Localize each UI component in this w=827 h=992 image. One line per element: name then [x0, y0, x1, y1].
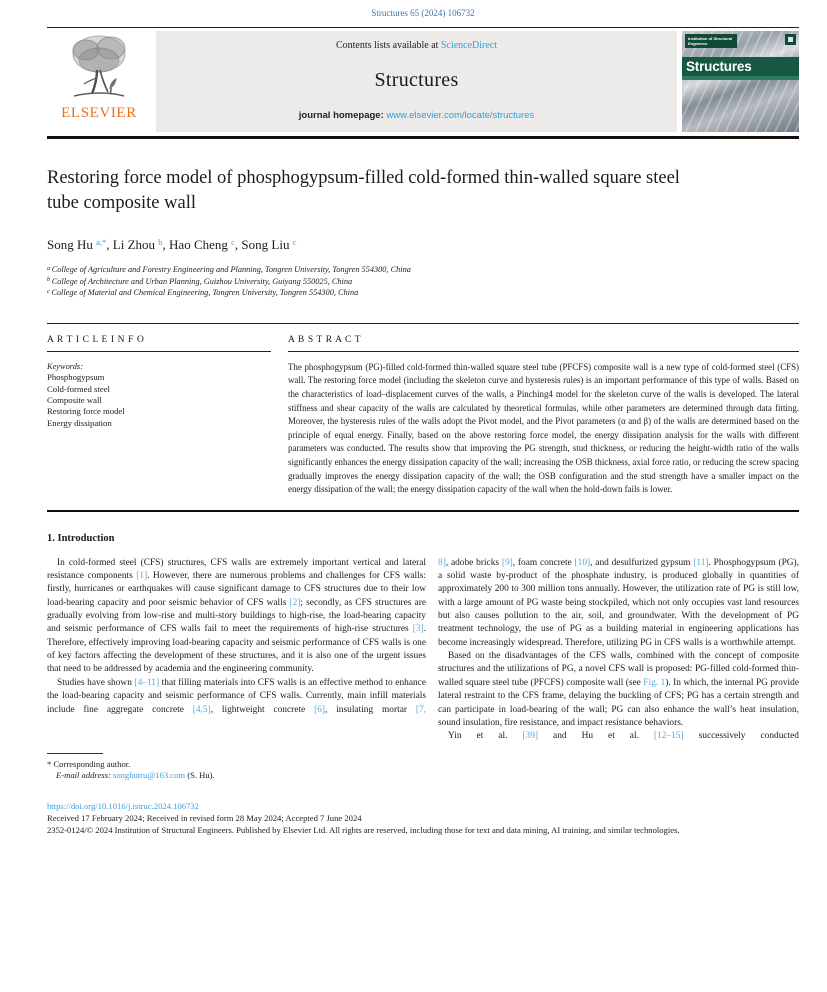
left-column: [47, 557, 426, 744]
text-run: ). In which, the internal PG provide lateral restraint to the CFS frame, delaying the buckling of CFS; PG has a certain strength and can participate in load-bearing of the wall; PG can also enhance the wall’s heat insulation, sound insulation, fire resistance, and impact resistance behaviors.: [438, 677, 799, 728]
body-paragraph: [438, 730, 799, 743]
body-paragraph: [438, 650, 799, 730]
text-run: Based on the disadvantages of the CFS walls, combined with the concept of composite structures and the utilizations of PG, a novel CFS wall is proposed: PG-filled cold-formed thin-walled square steel tube (PFCFS) composite wall (see: [438, 651, 799, 688]
affiliation-superscript: a: [47, 264, 52, 272]
body-paragraph: [47, 557, 426, 677]
abstract-heading: A B S T R A C T: [288, 334, 362, 345]
email-line: [47, 770, 799, 782]
text-run: In cold-formed steel (CFS) structures, CFS walls are extremely important vertical and lateral resistance components: [47, 557, 426, 582]
text-run: ; secondly, as CFS structures are gradually evolving from low-rise and multi-story buildings to high-rise, the load-bearing capacity and seismic performance of CFS walls fail to meet the requirements of high-rise structures: [47, 597, 426, 635]
affiliation-superscript: c: [47, 287, 52, 295]
article-info-column: [47, 335, 271, 497]
author-superscript: c: [231, 236, 235, 247]
abstract-bottom-rule: [47, 510, 799, 512]
section-heading-introduction: 1. Introduction: [47, 532, 115, 544]
elsevier-logo[interactable]: [47, 31, 151, 132]
doi-link[interactable]: https://doi.org/10.1016/j.istruc.2024.106732: [47, 800, 199, 811]
citation-ref[interactable]: [7,: [415, 704, 427, 715]
sciencedirect-link[interactable]: ScienceDirect: [440, 40, 498, 51]
text-run: , lightweight concrete: [210, 704, 315, 715]
text-run: , Li Zhou: [106, 237, 159, 252]
footnote-rule: [47, 753, 103, 754]
body-columns: [47, 557, 799, 744]
keyword-item: Phosphogypsum: [47, 372, 105, 383]
email-link[interactable]: songhutru@163.com: [112, 770, 186, 781]
publication-footer: [47, 801, 799, 837]
abstract-text: The phosphogypsum (PG)-filled cold-formed thin-walled square steel tube (PFCFS) composite wall is a new type of cold-formed steel (CFS) wall. The restoring force model (including the skeleton curve and hysteresis rules) is an important performance of this type of walls. Based on the characteristics of load–displacement curves of the walls, a Pinching4 model for the skeleton curve of the walls is developed. The lateral stiffness and shear capacity of the walls are calculated by theoretical formulas, while other parameters are determined through data fitting. Moreover, the hysteresis rules of the walls adopt the Pivot model, and the Pivot parameters (α and β) of the walls are determined based on the principle of equal energy. Finally, based on the above restoring force model, the energy dissipation analysis for the walls with different parameters was conducted. The results show that improving the PG strength, stud thickness, or reducing the height-width ratio of the walls significantly enhances the energy dissipation capacity of the wall; increasing the OSB thickness, axial force ratio, or reducing the screw spacing gradually improves the energy dissipation capacity of the wall; the OSB configuration and the stud strength have a smaller impact on the energy dissipation of the wall; the energy dissipation capacity of the wall when the hold-down fails is lower.: [288, 361, 799, 495]
cover-emblem-icon: [785, 34, 796, 45]
keywords-label: Keywords:: [47, 361, 83, 371]
text-run: . Therefore, effectively improving load-bearing capacity and seismic performance of CFS walls is one of key factors affecting the development of these structures, and it is also one of the urgent issues that need to be addressed by academia and the engineering community.: [47, 624, 426, 675]
text-run: , adobe bricks: [445, 557, 502, 568]
text-run: . Phosphogypsum (PG), a solid waste by-product of the phosphate industry, is produced globally in quantities of approximately 200 to 300 million tons annually. However, the utilization rate of PG is still low, with a large amount of PG waste being stockpiled, which not only occupies vast land resources but also causes pollution to the air, soil, and groundwater. With the development of PG treatment technology, the use of PG as a building material in engineering applications has become increasingly widespread. Therefore, utilizing PG in CFS walls is a worthwhile attempt.: [438, 557, 800, 648]
article-info-rule: [47, 351, 271, 352]
citation-ref[interactable]: [2]: [289, 597, 301, 608]
citation-ref[interactable]: 8]: [438, 557, 446, 568]
text-run: , insulating mortar: [325, 704, 416, 715]
affiliations: [47, 265, 799, 300]
text-run: , Hao Cheng: [162, 237, 232, 252]
meta-section: [47, 324, 799, 510]
citation-ref[interactable]: [11]: [693, 557, 709, 568]
journal-header: [47, 31, 799, 132]
text-run: that filling materials into CFS walls is an effective method to enhance the load-bearing capacity and seismic performance of CFS walls. Currently, main infill materials include fine aggregate concrete: [47, 677, 426, 715]
elsevier-wordmark: ELSEVIER: [61, 105, 137, 121]
text-run: , foam concrete: [512, 557, 575, 568]
text-run: and Hu et al.: [538, 731, 654, 742]
citation-ref[interactable]: [4,5]: [192, 704, 211, 715]
right-column: [438, 557, 799, 744]
keyword-item: Energy dissipation: [47, 417, 112, 428]
cover-masthead: [685, 34, 796, 48]
text-run: . However, there are numerous problems and challenges for CFS walls: firstly, hurricanes or earthquakes will cause significant damage to CFS structures due to their low load-bearing capacity and poor seismic behavior of CFS walls: [47, 571, 426, 608]
citation-ref[interactable]: [1]: [136, 571, 148, 582]
cover-subtitle-strip: [682, 76, 799, 80]
text-run: Yin et al.: [448, 731, 523, 742]
cover-title: Structures: [682, 57, 799, 76]
contents-text: Contents lists available at: [335, 40, 439, 51]
citation-ref[interactable]: [10]: [574, 557, 591, 568]
footnote-block: [47, 753, 799, 782]
homepage-link[interactable]: www.elsevier.com/locate/structures: [386, 110, 535, 121]
text-run: successively conducted: [683, 731, 799, 742]
figure-ref[interactable]: Fig. 1: [643, 677, 666, 688]
journal-cover-thumbnail[interactable]: [682, 31, 799, 132]
affiliation-b: [47, 277, 799, 289]
text-run: , Song Liu: [234, 237, 293, 252]
affiliation-c: [47, 288, 799, 300]
citation-ref[interactable]: [12–15]: [653, 731, 684, 742]
text-run: College of Architecture and Urban Planning, Guizhou University, Guiyang 550025, China: [51, 276, 353, 286]
journal-info-box: [156, 31, 677, 132]
copyright-line: 2352-0124/© 2024 Institution of Structural Engineers. Published by Elsevier Ltd. All rights are reserved, including those for text and data mining, AI training, and similar technologies.: [47, 824, 680, 835]
citation-ref[interactable]: [3]: [412, 624, 424, 635]
text-run: College of Material and Chemical Engineering, Tongren University, Tongren 554300, China: [51, 288, 359, 298]
journal-citation: Structures 65 (2024) 106732: [371, 8, 475, 18]
text-run: College of Agriculture and Forestry Engineering and Planning, Tongren University, Tongren 554300, China: [51, 265, 411, 274]
emphasis-text: E-mail address:: [56, 770, 113, 781]
homepage-label: journal homepage:: [298, 110, 384, 121]
article-title: Restoring force model of phosphogypsum-filled cold-formed thin-walled square steel tube composite wall: [47, 168, 680, 213]
journal-title: Structures: [374, 69, 459, 91]
text-run: (S. Hu).: [185, 770, 215, 781]
author-line: [47, 237, 799, 253]
keyword-item: Cold-formed steel: [47, 383, 110, 394]
author-superscript: c: [292, 236, 297, 247]
keyword-item: Restoring force model: [47, 406, 125, 417]
homepage-line: [162, 110, 671, 121]
cover-publisher-label: Institution of Structural Engineers: [685, 34, 737, 48]
citation-ref[interactable]: [6]: [314, 704, 325, 715]
affiliation-superscript: b: [47, 276, 52, 284]
abstract-column: [288, 335, 799, 497]
author-superscript: b: [158, 236, 163, 247]
body-paragraph: [47, 677, 426, 717]
text-run: Song Hu: [47, 237, 97, 252]
citation-ref[interactable]: [39]: [522, 731, 539, 742]
top-rule: [47, 27, 799, 28]
article-info-heading: A R T I C L E I N F O: [47, 334, 145, 345]
affiliation-a: [47, 265, 799, 277]
contents-line: [162, 40, 671, 51]
text-run: Studies have shown: [57, 677, 135, 688]
citation-ref[interactable]: [4–11]: [134, 677, 160, 688]
corresponding-author-note: * Corresponding author.: [47, 758, 131, 769]
text-run: , and desulfurized gypsum: [590, 557, 694, 568]
body-paragraph: [438, 557, 799, 650]
author-superscript: a,*: [96, 236, 107, 247]
keyword-item: Composite wall: [47, 395, 102, 405]
header-bottom-rule: [47, 136, 799, 139]
abstract-rule: [288, 351, 799, 352]
received-dates: Received 17 February 2024; Received in revised form 28 May 2024; Accepted 7 June 2024: [47, 812, 362, 823]
citation-ref[interactable]: [9]: [501, 557, 513, 568]
elsevier-tree-icon: [66, 32, 132, 104]
